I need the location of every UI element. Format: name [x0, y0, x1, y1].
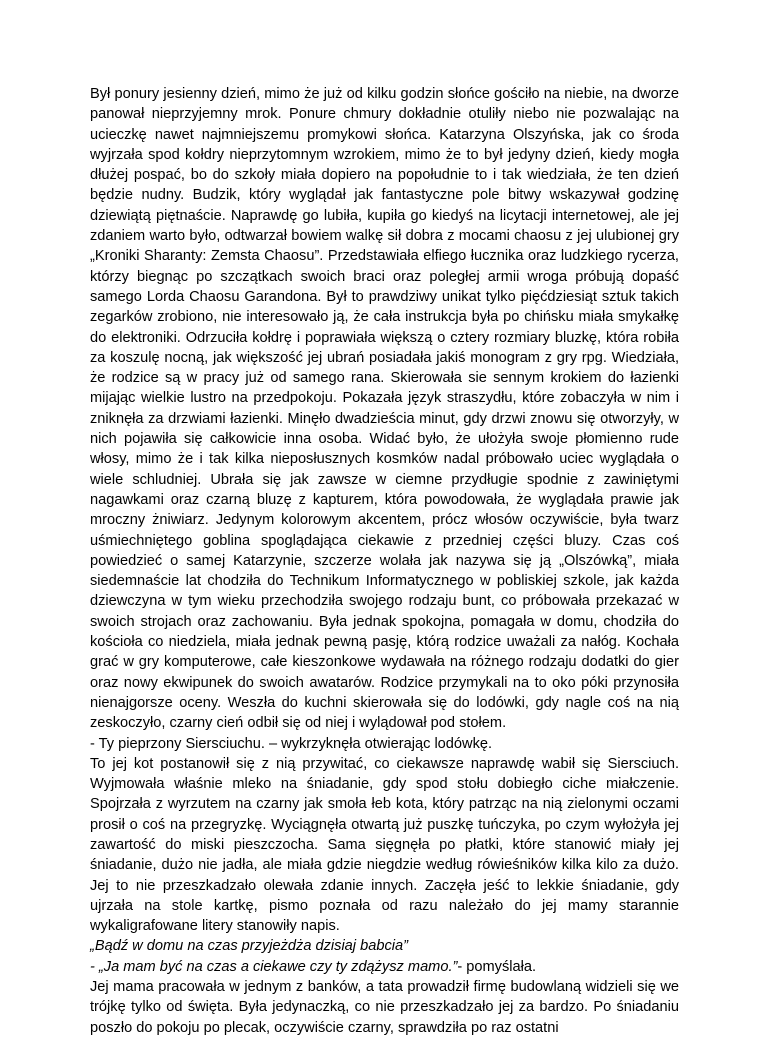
paragraph-1: Był ponury jesienny dzień, mimo że już od kilku godzin słońce gościło na niebie, na dworze panował nieprzyjemny mrok. Ponure chmury dokładnie otuliły niebo nie pozwalając na ucieczkę nawet najmniejszemu promykowi słońca. Katarzyna Olszyńska, jak co środa wyjrzała spod kołdry nieprzytomnym wzrokiem, mimo że to był jedyny dzień, kiedy mogła dłużej pospać, bo do szkoły miała dopiero na popołudnie to i tak wiedziała, że ten dzień będzie nudny. Budzik, który wyglądał jak fantastyczne pole bitwy wskazywał godzinę dziewiątą piętnaście. Naprawdę go lubiła, kupiła go kiedyś na licytacji internetowej, ale jej zdaniem warto było, odtwarzał bowiem walkę sił dobra z mocami chaosu z jej ulubionej gry „Kroniki Sharanty: Zemsta Chaosu”. Przedstawiała elfiego łucznika oraz ludzkiego rycerza, którzy biegnąc po szczątkach swoich braci oraz poległej armii wroga próbują dopaść samego Lorda Chaosu Garandona. Był to prawdziwy unikat tylko pięćdziesiąt sztuk takich zegarków zrobiono, nie interesowało ją, że cała instrukcja była po chińsku miała smykałkę do elektroniki. Odrzuciła kołdrę i poprawiała większą o cztery rozmiary bluzkę, która robiła za koszulę nocną, jak większość jej ubrań posiadała jakiś monogram z gry rpg. Wiedziała, że rodzice są w pracy już od samego rana. Skierowała sie sennym krokiem do łazienki mijając wielkie lustro na przedpokoju. Pokazała język straszydłu, które zobaczyła w nim i zniknęła za drzwiami łazienki. Minęło dwadzieścia minut, gdy drzwi znowu się otworzyły, w nich pojawiła się całkowicie inna osoba. Widać było, że ułożyła swoje płomienno rude włosy, mimo że i tak kilka nieposłusznych kosmków nadal próbowało uciec wyglądała o wiele schludniej. Ubrała się jak zawsze w ciemne przydługie spodnie z zawiniętymi nagawkami oraz czarną bluzę z kapturem, która powodowała, że wyglądała prawie jak mroczny żniwiarz. Jedynym kolorowym akcentem, prócz włosów oczywiście, była twarz uśmiechniętego goblina spoglądająca ciekawie z przedniej części bluzy. Czas coś powiedzieć o samej Katarzynie, szczerze wolała jak nazywa się ją „Olszówką”, miała siedemnaście lat chodziła do Technikum Informatycznego w pobliskiej szkole, jak każda dziewczyna w tym wieku przechodziła swojego rodzaju bunt, co próbowała przekazać w swoich strojach oraz zachowaniu. Była jednak spokojna, pomagała w domu, chodziła do kościoła co niedziela, miała jednak pewną pasję, którą rodzice uważali za nałóg. Kochała grać w gry komputerowe, całe kieszonkowe wydawała na różnego rodzaju dodatki do gier oraz nowy ekwipunek do swoich awatarów. Rodzice przymykali na to oko póki przynosiła nienajgorsze oceny. Weszła do kuchni skierowała się do lodówki, gdy nagle coś na nią zeskoczyło, czarny cień odbił się od niej i wylądował pod stołem.	[90, 86, 679, 732]
paragraph-6: Jej mama pracowała w jednym z banków, a tata prowadził firmę budowlaną widzieli się we trójkę tylko od święta. Była jedynaczką, co nie przeszkadzało jej za bardzo. Po śniadaniu poszło do pokoju po plecak, oczywiście czarny, sprawdziła po raz ostatni	[90, 979, 679, 1036]
paragraph-3: To jej kot postanowił się z nią przywitać, co ciekawsze naprawdę wabił się Siersciuch. Wyjmowała właśnie mleko na śniadanie, gdy spod stołu dobiegło ciche miałczenie. Spojrzała z wyrzutem na czarny jak smoła łeb kota, który patrząc na nią zielonymi oczami prosił o coś na przegryzkę. Wyciągnęła otwartą już puszkę tuńczyka, po czym wyłożyła jej zawartość do miski pieszczocha. Sama sięgnęła po płatki, które stanowić miały jej śniadanie, dużo nie jadła, ale miała gdzie niegdzie według rówieśników kilka kilo za dużo. Jej to nie przeszkadzało olewała zdanie innych. Zaczęła jeść to lekkie śniadanie, gdy ujrzała na stole kartkę, pismo poznała od razu należało do jej mamy starannie wykaligrafowane litery stanowiły napis.	[90, 755, 679, 935]
paragraph-note: „Bądź w domu na czas przyjeżdża dzisiaj babcia”	[90, 938, 408, 955]
dialogue-tag: - pomyślała.	[457, 958, 537, 975]
dialogue-thought: - „Ja mam być na czas a ciekawe czy ty zdążysz mamo.”	[90, 958, 458, 975]
paragraph-dialogue	[90, 957, 679, 977]
document-body	[90, 84, 679, 1038]
paragraph-2: - Ty pieprzony Siersciuchu. – wykrzyknęła otwierając lodówkę.	[90, 735, 493, 752]
